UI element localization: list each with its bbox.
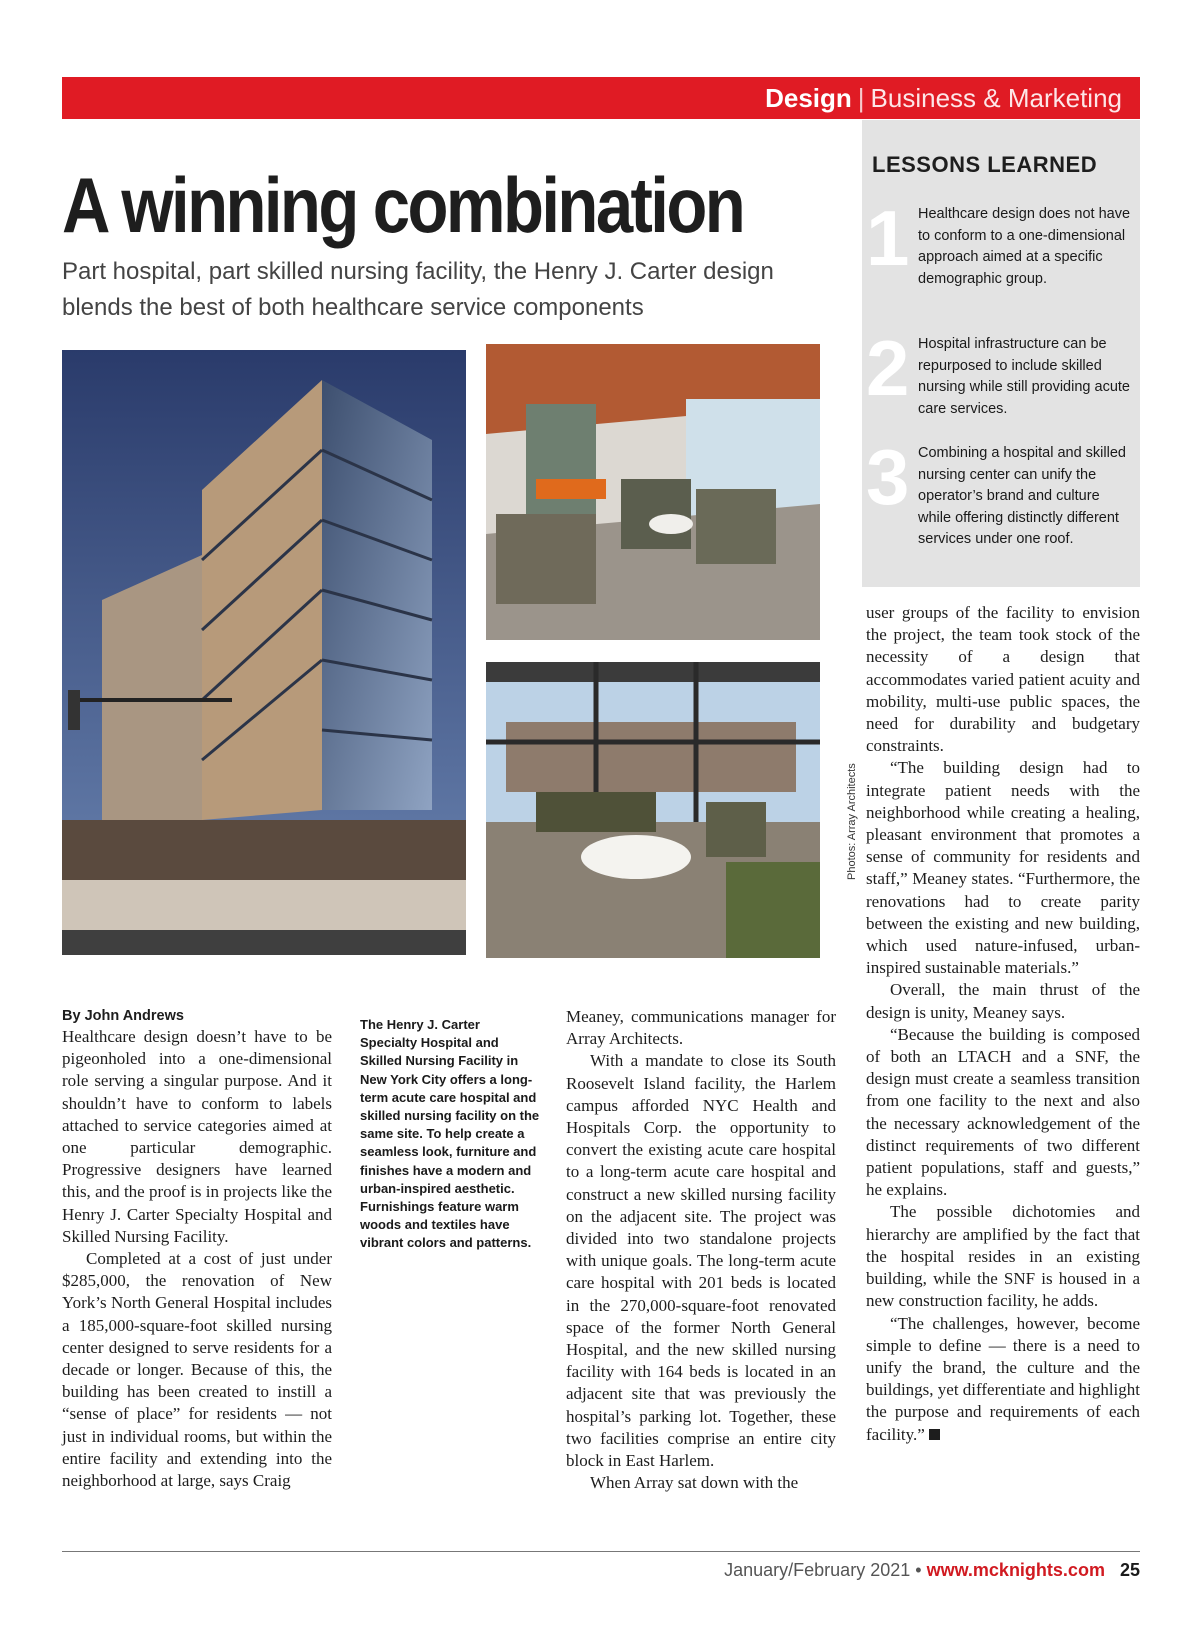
photo-caption: The Henry J. Carter Specialty Hospital and Skilled Nursing Facility in New York City offers a long-term acute care hospital and skilled nursing facility on the same site. To help create a seamless look, furniture and finishes have a modern and urban-inspired aesthetic. Furnishings feature warm woods and textiles have vibrant colors and patterns. — [360, 1017, 540, 1251]
closing-text: “The challenges, however, become simple to define — there is a need to unify the brand, the culture and the buildings, yet differentiate and highlight the purpose and requirements of each facility.” — [866, 1313, 1140, 1444]
footer-bullet: • — [915, 1560, 922, 1580]
building-exterior-photo — [62, 350, 466, 955]
footer-rule — [62, 1551, 1140, 1552]
subsection-name: Business & Marketing — [870, 83, 1122, 113]
lobby-fireplace-photo — [486, 344, 820, 640]
website-link[interactable]: www.mcknights.com — [926, 1560, 1105, 1580]
lesson-text: Combining a hospital and skilled nursing center can unify the operator’s brand and culture while offering distinctly different services under one roof. — [918, 445, 1126, 547]
body-paragraph: When Array sat down with the — [590, 1473, 799, 1493]
section-label — [765, 80, 1122, 116]
photo-credit: Photos: Array Architects — [846, 763, 858, 880]
end-of-article-mark — [929, 1429, 940, 1440]
body-paragraph: The possible dichotomies and hierarchy are amplified by the fact that the hospital resides in an existing building, while the SNF is housed in a new construction facility, he adds. — [866, 1202, 1140, 1311]
lesson-number: 3 — [866, 433, 910, 521]
section-name: Design — [765, 83, 852, 113]
article-column-4 — [866, 602, 1140, 1446]
body-paragraph: user groups of the facility to envision the project, the team took stock of the necessity of a design that accommodates varied patient acuity and mobility, multi-use public spaces, the need for durability and budgetary constraints. — [866, 603, 1140, 756]
section-separator: | — [857, 83, 865, 113]
body-paragraph-last — [866, 1313, 1140, 1446]
article-headline: A winning combination — [62, 161, 744, 249]
body-paragraph: Completed at a cost of just under $285,000, the renovation of New York’s North General Hospital includes a 185,000-square-foot skilled nursing center designed to serve residents for a decade or longer. Because of this, the building has been created to instill a “sense of place” for residents — not just in individual rooms, but within the entire facility and extending into the neighborhood at large, says Craig — [62, 1249, 332, 1491]
lessons-learned-box — [862, 120, 1140, 587]
lesson-number: 2 — [866, 324, 910, 412]
lesson-text: Hospital infrastructure can be repurposed to include skilled nursing while still providing acute care services. — [918, 336, 1130, 417]
issue-date: January/February 2021 — [724, 1560, 911, 1580]
article-column-1 — [62, 1006, 332, 1492]
body-paragraph: Overall, the main thrust of the design is unity, Meaney says. — [866, 980, 1140, 1022]
body-paragraph: Meaney, communications manager for Array Architects. — [566, 1007, 836, 1049]
body-paragraph: “Because the building is composed of both an LTACH and a SNF, the design must create a seamless transition from one facility to the next and also the necessary acknowledgement of the distinct requirements of two different patient populations, staff and guests,” he explains. — [866, 1024, 1140, 1200]
lesson-text: Healthcare design does not have to conform to a one-dimensional approach aimed at a specific demographic group. — [918, 206, 1131, 287]
page-number: 25 — [1119, 1560, 1140, 1580]
page-footer — [724, 1557, 1140, 1583]
lounge-windows-photo — [486, 662, 820, 958]
byline: By John Andrews — [62, 1008, 184, 1024]
section-banner — [62, 77, 1140, 119]
lesson-number: 1 — [866, 194, 910, 282]
article-deck: Part hospital, part skilled nursing facility, the Henry J. Carter design blends the best of both healthcare service components — [62, 258, 774, 321]
body-paragraph: Healthcare design doesn’t have to be pigeonholed into a one-dimensional role serving a singular purpose. And it shouldn’t have to conform to labels attached to service categories aimed at one particular demographic. Progressive designers have learned this, and the proof is in projects like the Henry J. Carter Specialty Hospital and Skilled Nursing Facility. — [62, 1027, 332, 1246]
body-paragraph: With a mandate to close its South Roosevelt Island facility, the Harlem campus afforded NYC Health and Hospitals Corp. the opportunity to convert the existing acute care hospital to a long-term acute care hospital and construct a new skilled nursing facility on the adjacent site. The project was divided into two standalone projects with unique goals. The long-term acute care hospital with 201 beds is located in the 270,000-square-foot renovated space of the former North General Hospital, and the new skilled nursing facility with 164 beds is located in an adjacent site that was previously the hospital’s parking lot. Together, these two facilities comprise an entire city block in East Harlem. — [566, 1051, 836, 1471]
body-paragraph: “The building design had to integrate patient needs with the neighborhood while creating a healing, pleasant environment that promotes a sense of community for residents and staff,” Meaney states. “Furthermore, the renovations had to create parity between the existing and new building, which used nature-infused, urban-inspired sustainable materials.” — [866, 758, 1140, 978]
lessons-title: LESSONS LEARNED — [872, 152, 1098, 177]
article-column-3 — [566, 1006, 836, 1494]
